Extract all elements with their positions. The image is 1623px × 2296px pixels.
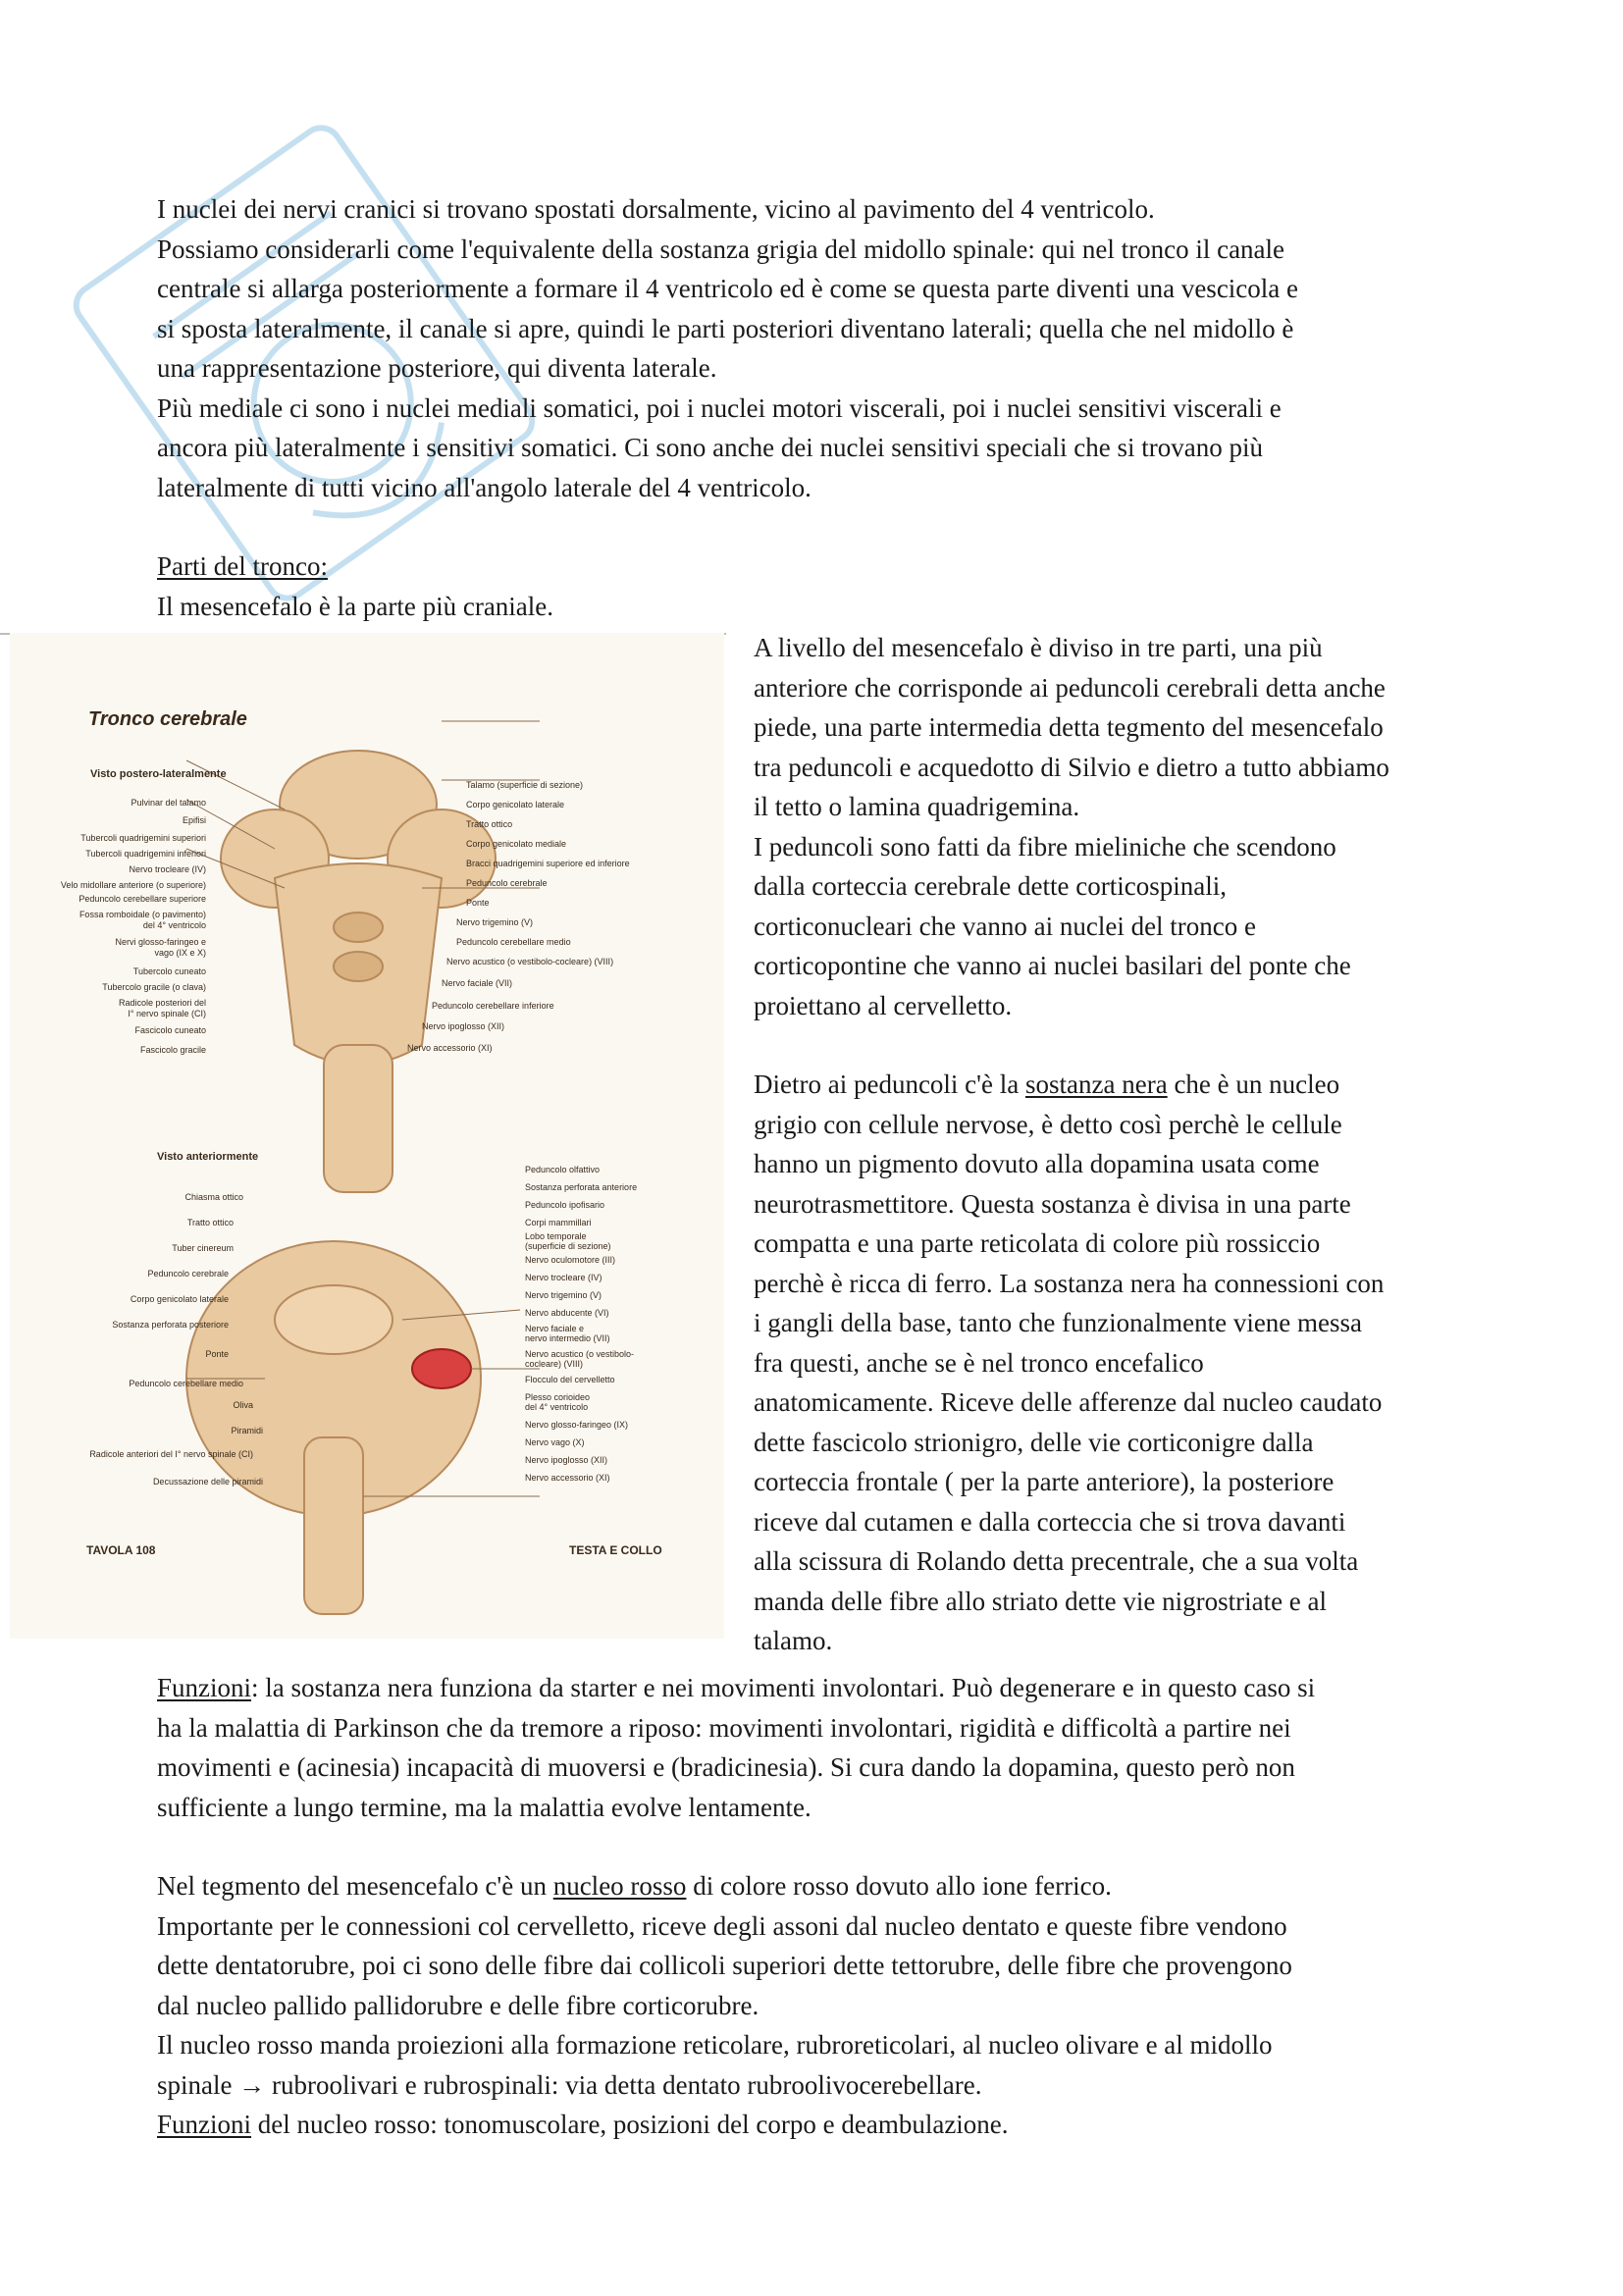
text-line: il tetto o lamina quadrigemina. [754,792,1080,821]
text-line: perchè è ricca di ferro. La sostanza nera ha connessioni con [754,1268,1385,1298]
text-line: centrale si allarga posteriormente a formare il 4 ventricolo ed è come se questa parte diventi una vescicola e [157,274,1299,303]
text-line: corticonucleari che vanno ai nuclei del tronco e [754,911,1257,941]
text-line: grigio con cellule nervose, è detto così perchè le cellule [754,1109,1342,1139]
text-line: anatomicamente. Riceve delle afferenze dal nucleo caudato [754,1387,1383,1417]
text-line: una rappresentazione posteriore, qui diventa laterale. [157,353,717,383]
text-line: proiettano al cervelletto. [754,990,1013,1020]
text-line: tra peduncoli e acquedotto di Silvio e dietro a tutto abbiamo [754,752,1389,782]
text-line: Possiamo considerarli come l'equivalente della sostanza grigia del midollo spinale: qui nel tronco il canale [157,234,1285,264]
figure-panel: Tronco cerebrale Visto postero-lateralmente Visto anteriormente Pulvinar del talamo Epifisi Tubercoli quadrigemini superiori Tubercoli quadrigemini inferiori Nervo trocleare (IV) Velo midollare anteriore (o superiore) Peduncolo cerebellare superiore Fossa romboidale (o pavimento) del 4° ventricolo Nervi glosso-faringeo e vago (IX e X) Tubercolo cuneato Tubercolo gracile (o clava) Radicole posteriori del I° nervo spinale (CI) Fascicolo cuneato Fascicolo gracile Talamo (superficie di sezione) Corpo genicolato laterale Tratto ottico Corpo genicolato mediale Bracci quadrigemini superiore ed inferiore Peduncolo cerebrale Ponte Nervo trigemino (V) Peduncolo cerebellare medio Nervo acustico (o vestibolo-cocleare) (VIII) Nervo faciale (VII) Peduncolo cerebellare inferiore Nervo ipoglosso (XII) Nervo accessorio (XI) Chiasma ottico Tratto ottico Tuber cinereum Peduncolo cerebrale Corpo genicolato laterale Sostanza perforata posteriore Ponte Peduncolo cerebellare medio Oliva Piramidi Radicole anteriori del I° nervo spinale (CI) Decussazione delle piramidi Peduncolo olfattivo Sostanza perforata anteriore Peduncolo ipofisario Corpi mammillari Lobo temporale (superficie di sezione) Nervo oculomotore (III) Nervo trocleare (IV) Nervo trigemino (V) Nervo abducente (VI) Nervo faciale e nervo intermedio (VII) Nervo acustico (o vestibolo- cocleare) (VIII) Flocculo del cervelletto Plesso corioideo del 4° ventricolo Nervo glosso-faringeo (IX) Nervo vago (X) Nervo ipoglosso (XII) Nervo accessorio (XI) TAVOLA 108 TESTA E COLLO [10,633,724,1639]
intro-paragraph [157,189,1511,626]
text-line: Dietro ai peduncoli c'è la sostanza nera che è un nucleo [754,1070,1340,1099]
text-line: piede, una parte intermedia detta tegmento del mesencefalo [754,712,1384,742]
text-line: A livello del mesencefalo è diviso in tre parti, una più [754,633,1323,662]
text-line: ancora più lateralmente i sensitivi somatici. Ci sono anche dei nuclei sensitivi speciali che si trovano più [157,433,1263,462]
term-sostanza-nera: sostanza nera [1025,1070,1168,1099]
text-line: Il nucleo rosso manda proiezioni alla formazione reticolare, rubroreticolari, al nucleo olivare e al midollo [157,2030,1273,2060]
brainstem-figure [0,633,731,1639]
text-line: ha la malattia di Parkinson che da tremore a riposo: movimenti involontari, rigidità e difficoltà a partire nei [157,1712,1291,1743]
figure-footer-left: TAVOLA 108 [86,1543,156,1557]
text-line: fra questi, anche se è nel tronco encefalico [754,1347,1204,1378]
text-line: dette dentatorubre, poi ci sono delle fibre dai collicoli superiori dette tettorubre, delle fibre che provengono [157,1951,1292,1980]
text-line: movimenti e (acinesia) incapacità di muoversi e (bradicinesia). Si cura dando la dopamina, questo però non [157,1752,1295,1782]
text-line: Funzioni del nucleo rosso: tonomuscolare, posizioni del corpo e deambulazione. [157,2110,1009,2139]
text-line: anteriore che corrisponde ai peduncoli cerebrali detta anche [754,672,1386,703]
text-line: dette fascicolo strionigro, delle vie corticonigre dalla [754,1427,1314,1457]
text-line: talamo. [754,1626,833,1655]
text-line: lateralmente di tutti vicino all'angolo laterale del 4 ventricolo. [157,472,812,502]
text-line: i gangli della base, tanto che funzionalmente viene messa [754,1308,1363,1337]
figure-view-anterior: Visto anteriormente [157,1151,259,1163]
term-funzioni: Funzioni [157,2110,252,2139]
text-line: si sposta lateralmente, il canale si apre, quindi le parti posteriori diventano laterali; quella che nel midollo è [157,313,1294,343]
text-line: corticopontine che vanno ai nuclei basilari del ponte che [754,951,1351,980]
text-line: manda delle fibre allo striato dette vie nigrostriate e al [754,1586,1328,1616]
figure-footer-right: TESTA E COLLO [569,1543,662,1557]
figure-view-posterior: Visto postero-lateralmente [90,768,227,780]
right-column-text [754,628,1499,1661]
text-line: Il mesencefalo è la parte più craniale. [157,591,554,621]
bottom-text [157,1668,1511,2145]
text-line: dalla corteccia cerebrale dette corticospinali, [754,871,1227,901]
text-line: Più mediale ci sono i nuclei mediali somatici, poi i nuclei motori viscerali, poi i nuclei sensitivi viscerali e [157,392,1282,423]
arrow-icon: → [238,2069,266,2100]
text-line: Nel tegmento del mesencefalo c'è un nucleo rosso di colore rosso dovuto allo ione ferrico. [157,1871,1112,1901]
text-line: spinale → rubroolivari e rubrospinali: via detta dentato rubroolivocerebellare. [157,2069,982,2100]
text-line: Importante per le connessioni col cervelletto, riceve degli assoni dal nucleo dentato e queste fibre vendono [157,1910,1287,1941]
text-line: alla scissura di Rolando detta precentrale, che a sua volta [754,1546,1359,1576]
text-line: neurotrasmettitore. Questa sostanza è divisa in una parte [754,1188,1351,1219]
text-line: I nuclei dei nervi cranici si trovano spostati dorsalmente, vicino al pavimento del 4 ventricolo. [157,194,1155,224]
text-line: sufficiente a lungo termine, ma la malattia evolve lentamente. [157,1792,812,1822]
text-line: Funzioni: la sostanza nera funziona da starter e nei movimenti involontari. Può degenerare e in questo caso si [157,1673,1316,1702]
text-line: I peduncoli sono fatti da fibre mieliniche che scendono [754,831,1336,861]
term-funzioni: Funzioni [157,1673,252,1702]
section-heading: Parti del tronco: [157,551,328,581]
figure-title: Tronco cerebrale [88,708,247,730]
text-line: hanno un pigmento dovuto alla dopamina usata come [754,1149,1320,1178]
text-line: corteccia frontale ( per la parte anteriore), la posteriore [754,1467,1335,1496]
term-nucleo-rosso: nucleo rosso [552,1871,687,1901]
text-line: dal nucleo pallido pallidorubre e delle fibre corticorubre. [157,1990,759,2020]
text-line: compatta e una parte reticolata di colore più rossiccio [754,1228,1321,1258]
brainstem-illustration [10,633,724,1639]
text-line: riceve dal cutamen e dalla corteccia che si trova davanti [754,1506,1346,1537]
